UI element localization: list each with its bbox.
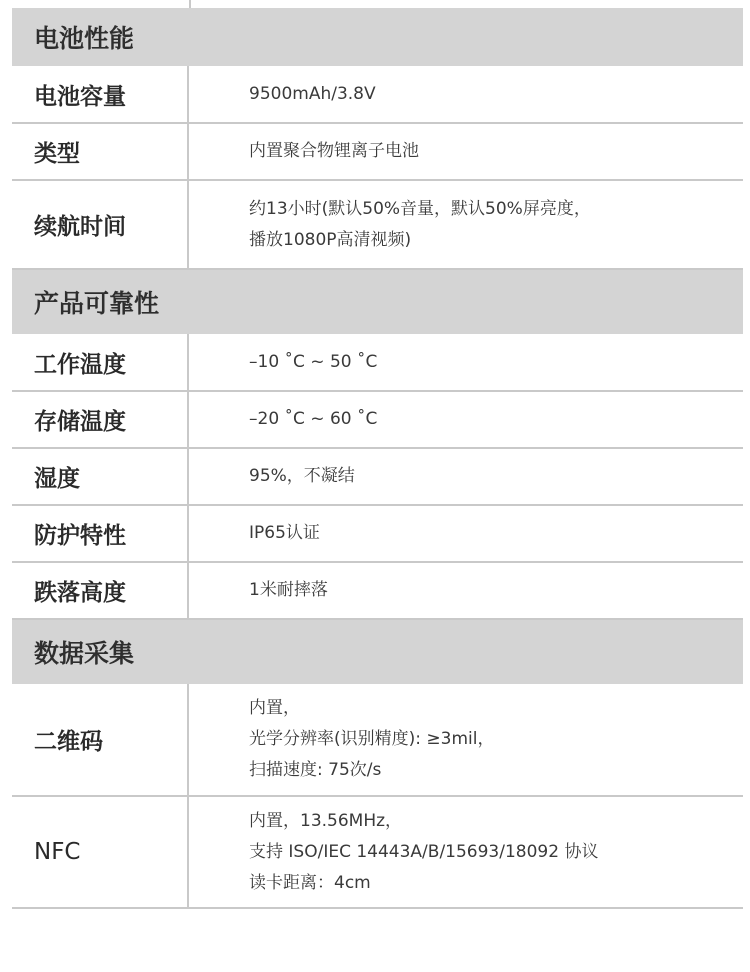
section-header-reliability: 产品可靠性: [12, 270, 743, 334]
table-top-stub: [12, 0, 743, 8]
spec-value-line: 约13小时(默认50%音量，默认50%屏亮度，: [249, 198, 591, 219]
spec-value: [189, 563, 743, 618]
spec-value-line: 1米耐摔落: [249, 580, 328, 600]
spec-value: [189, 181, 743, 268]
spec-row-battery-type: [12, 124, 743, 181]
spec-value-line: 读卡距离：4cm: [249, 872, 371, 893]
spec-row-drop-height: [12, 563, 743, 620]
spec-row-battery-life: [12, 181, 743, 270]
spec-label: 续航时间: [12, 181, 189, 268]
spec-value-line: 支持 ISO/IEC 14443A/B/15693/18092 协议: [249, 841, 599, 862]
spec-value: [189, 392, 743, 447]
spec-row-operating-temp: [12, 334, 743, 392]
spec-value: [189, 797, 743, 907]
spec-label: 电池容量: [12, 66, 189, 122]
spec-value: [189, 66, 743, 122]
spec-value-line: IP65认证: [249, 523, 320, 543]
spec-value-line: 95%，不凝结: [249, 466, 355, 486]
spec-label: 湿度: [12, 449, 189, 504]
spec-value-line: 内置，: [249, 698, 300, 718]
spec-value-line: –20 ˚C ~ 60 ˚C: [249, 409, 378, 429]
spec-label: 二维码: [12, 684, 189, 795]
spec-label: 类型: [12, 124, 189, 179]
spec-value: [189, 124, 743, 179]
spec-label: NFC: [12, 797, 189, 907]
spec-value: [189, 334, 743, 390]
section-header-data-capture: 数据采集: [12, 620, 743, 684]
spec-value-line: 9500mAh/3.8V: [249, 83, 376, 104]
spec-row-storage-temp: [12, 392, 743, 449]
section-header-battery: 电池性能: [12, 8, 743, 66]
spec-value: [189, 506, 743, 561]
spec-table: [12, 0, 743, 909]
spec-label: 存储温度: [12, 392, 189, 447]
spec-value-line: –10 ˚C ~ 50 ˚C: [249, 351, 378, 372]
column-divider: [189, 0, 191, 8]
spec-value: [189, 684, 743, 795]
spec-value: [189, 449, 743, 504]
spec-value-line: 扫描速度: 75次/s: [249, 760, 382, 780]
spec-row-nfc: [12, 797, 743, 909]
spec-row-protection: [12, 506, 743, 563]
spec-value-line: 光学分辨率(识别精度): ≥3mil，: [249, 729, 495, 749]
spec-label: 跌落高度: [12, 563, 189, 618]
spec-value-line: 内置，13.56MHz，: [249, 810, 403, 831]
spec-row-humidity: [12, 449, 743, 506]
spec-row-battery-capacity: [12, 66, 743, 124]
spec-value-line: 播放1080P高清视频): [249, 229, 412, 250]
spec-value-line: 内置聚合物锂离子电池: [249, 141, 419, 161]
spec-label: 工作温度: [12, 334, 189, 390]
spec-label: 防护特性: [12, 506, 189, 561]
spec-row-barcode: [12, 684, 743, 797]
